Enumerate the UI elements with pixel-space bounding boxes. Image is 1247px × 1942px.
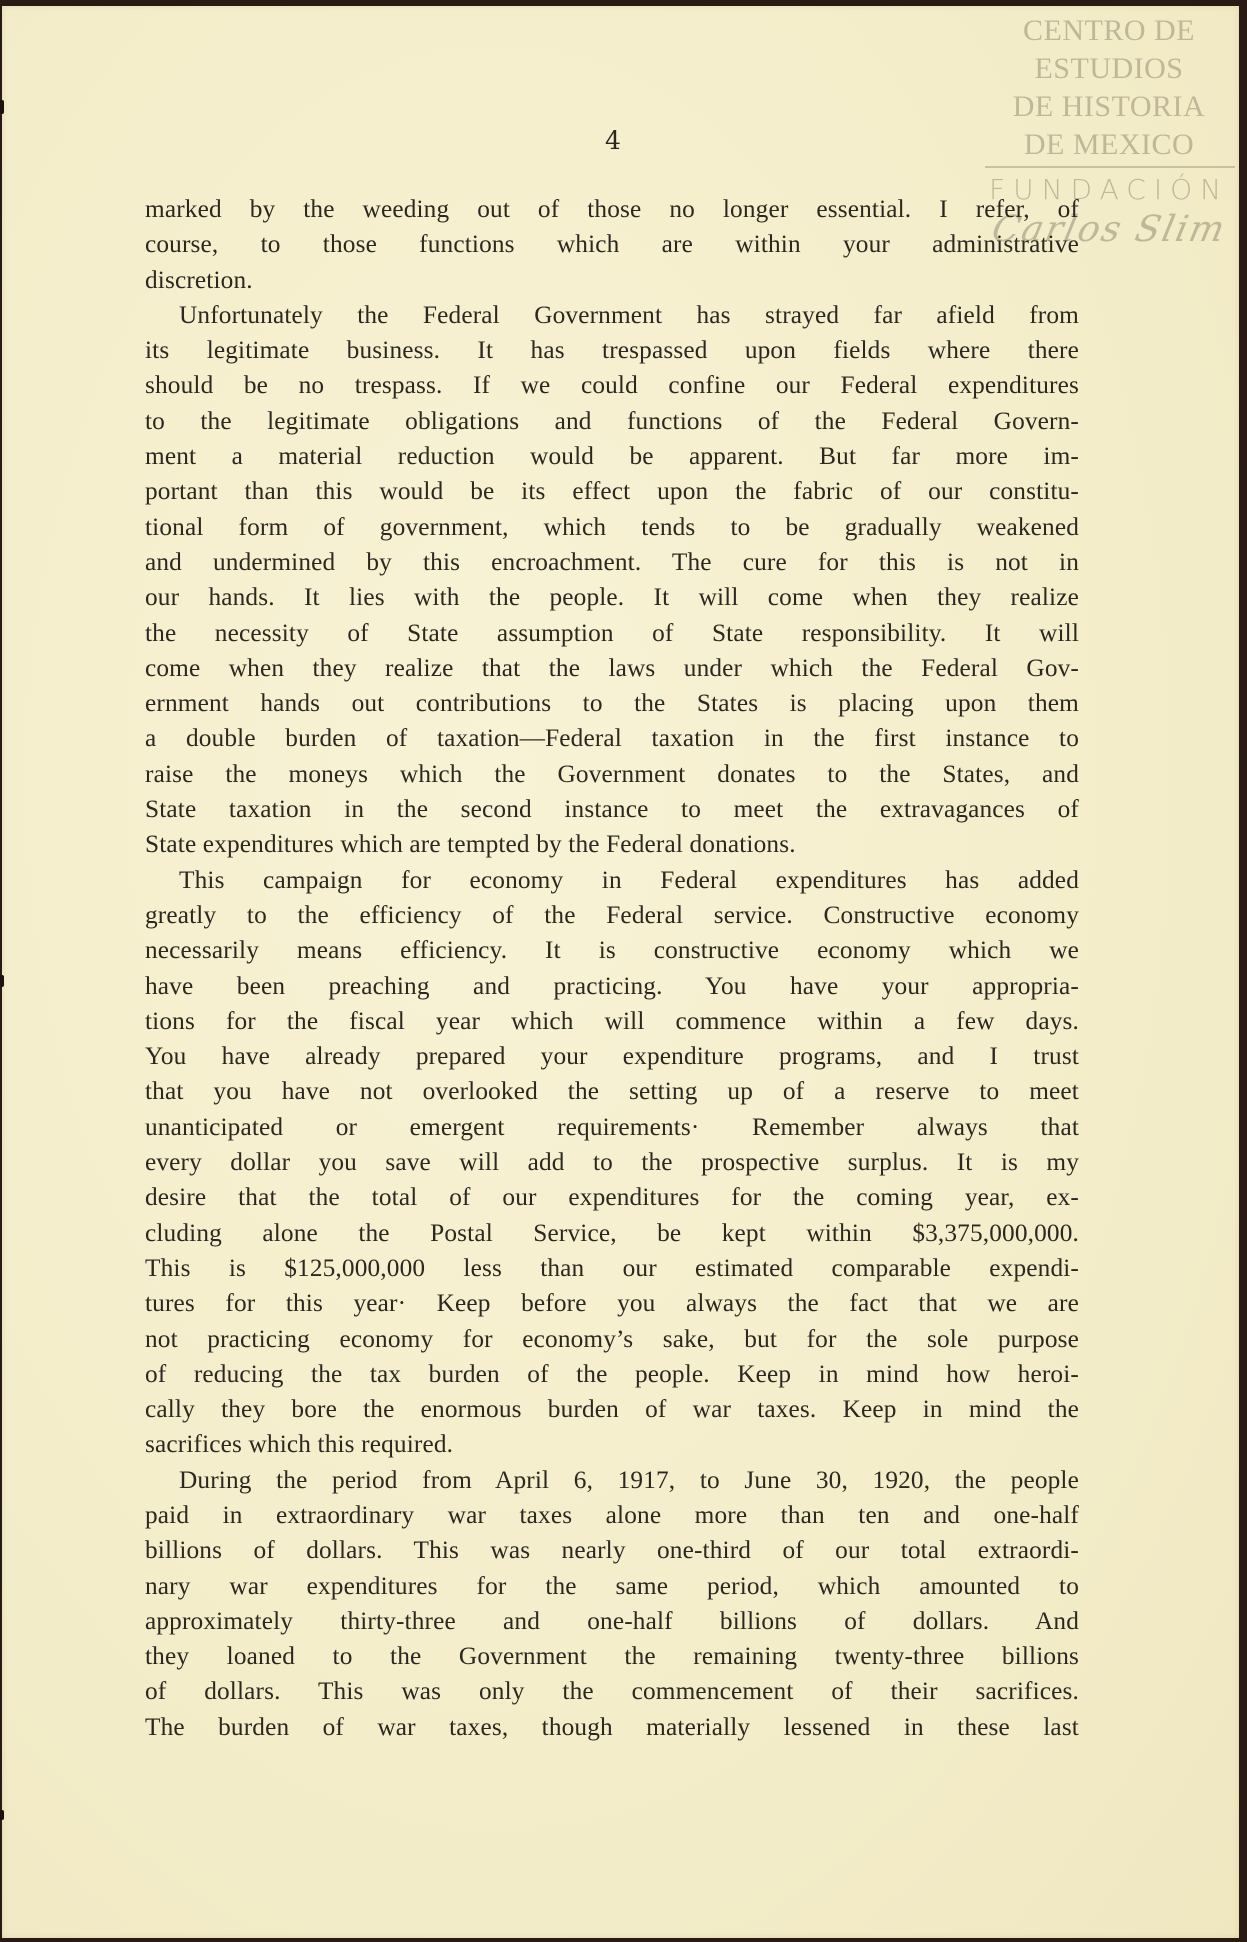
text-line: not practicing economy for economy’s sake, but for the sole purpose [145,1324,1079,1353]
binding-mark [0,975,4,987]
text-line: every dollar you save will add to the prospective surplus. It is my [145,1148,1079,1177]
watermark-divider [985,166,1235,168]
text-line: ernment hands out contributions to the States is placing upon them [145,689,1079,718]
watermark-line: DE MEXICO [1023,128,1195,161]
paragraph [145,863,1079,1463]
text-line: cally they bore the enormous burden of war taxes. Keep in mind the [145,1395,1079,1424]
binding-mark [0,1810,4,1820]
text-line: they loaned to the Government the remaining twenty-three billions [145,1642,1079,1671]
text-line: paid in extraordinary war taxes alone more than ten and one-half [145,1500,1079,1529]
watermark-line: DE HISTORIA [1012,90,1206,123]
text-line: have been preaching and practicing. You have your appropria- [145,971,1079,1000]
text-line: approximately thirty-three and one-half billions of dollars. And [145,1606,1079,1635]
text-line: Unfortunately the Federal Government has strayed far afield from [179,300,1079,329]
text-line: The burden of war taxes, though materially lessened in these last [145,1712,1079,1741]
body-text [145,192,1079,1745]
watermark-fundacion: FUNDACIÓN [989,173,1230,206]
watermark-line: CENTRO DE [1023,14,1195,47]
paragraph [145,192,1079,298]
text-line: the necessity of State assumption of State responsibility. It will [145,618,1079,647]
text-line: tions for the fiscal year which will commence within a few days. [145,1006,1079,1035]
text-line: our hands. It lies with the people. It will come when they realize [145,583,1079,612]
text-line: necessarily means efficiency. It is constructive economy which we [145,936,1079,965]
text-line: State taxation in the second instance to meet the extravagances of [145,795,1079,824]
text-line: and undermined by this encroachment. The cure for this is not in [145,547,1079,576]
text-line: its legitimate business. It has trespassed upon fields where there [145,336,1079,365]
watermark-line: ESTUDIOS [1034,52,1184,85]
text-line: discretion. [145,265,253,294]
text-line: greatly to the efficiency of the Federal service. Constructive economy [145,900,1079,929]
text-line: nary war expenditures for the same period, which amounted to [145,1571,1079,1600]
binding-mark [0,100,4,114]
document-page [2,6,1239,1938]
text-line: sacrifices which this required. [145,1430,454,1459]
text-line: This is $125,000,000 less than our estimated comparable expendi- [145,1253,1079,1282]
text-line: tures for this year· Keep before you always the fact that we are [145,1289,1079,1318]
text-line: billions of dollars. This was nearly one-third of our total extraordi- [145,1536,1079,1565]
text-line: that you have not overlooked the setting up of a reserve to meet [145,1077,1079,1106]
text-line: During the period from April 6, 1917, to June 30, 1920, the people [179,1465,1079,1494]
paragraph [145,298,1079,863]
text-line: raise the moneys which the Government donates to the States, and [145,759,1079,788]
text-line: State expenditures which are tempted by the Federal donations. [145,830,796,859]
text-line: a double burden of taxation—Federal taxation in the first instance to [145,724,1079,753]
watermark-signature: Carlos Slim [988,209,1231,250]
text-line: to the legitimate obligations and functions of the Federal Govern- [145,406,1079,435]
text-line: cluding alone the Postal Service, be kept within $3,375,000,000. [145,1218,1079,1247]
text-line: ment a material reduction would be apparent. But far more im- [145,442,1079,471]
text-line: should be no trespass. If we could confine our Federal expenditures [145,371,1079,400]
text-line: desire that the total of our expenditures for the coming year, ex- [145,1183,1079,1212]
text-line: marked by the weeding out of those no longer essential. I refer, of [145,195,1079,223]
paragraph [145,1463,1079,1745]
text-line: come when they realize that the laws under which the Federal Gov- [145,653,1079,682]
text-line: tional form of government, which tends to be gradually weakened [145,512,1079,541]
text-line: portant than this would be its effect upon the fabric of our constitu- [145,477,1079,506]
page-number: 4 [605,126,621,155]
text-line: of dollars. This was only the commencement of their sacrifices. [145,1677,1079,1706]
text-line: This campaign for economy in Federal expenditures has added [179,865,1079,894]
text-line: You have already prepared your expenditure programs, and I trust [145,1042,1079,1071]
text-line: of reducing the tax burden of the people. Keep in mind how heroi- [145,1359,1079,1388]
text-line: course, to those functions which are within your administrative [145,230,1079,259]
text-line: unanticipated or emergent requirements· Remember always that [145,1112,1079,1141]
